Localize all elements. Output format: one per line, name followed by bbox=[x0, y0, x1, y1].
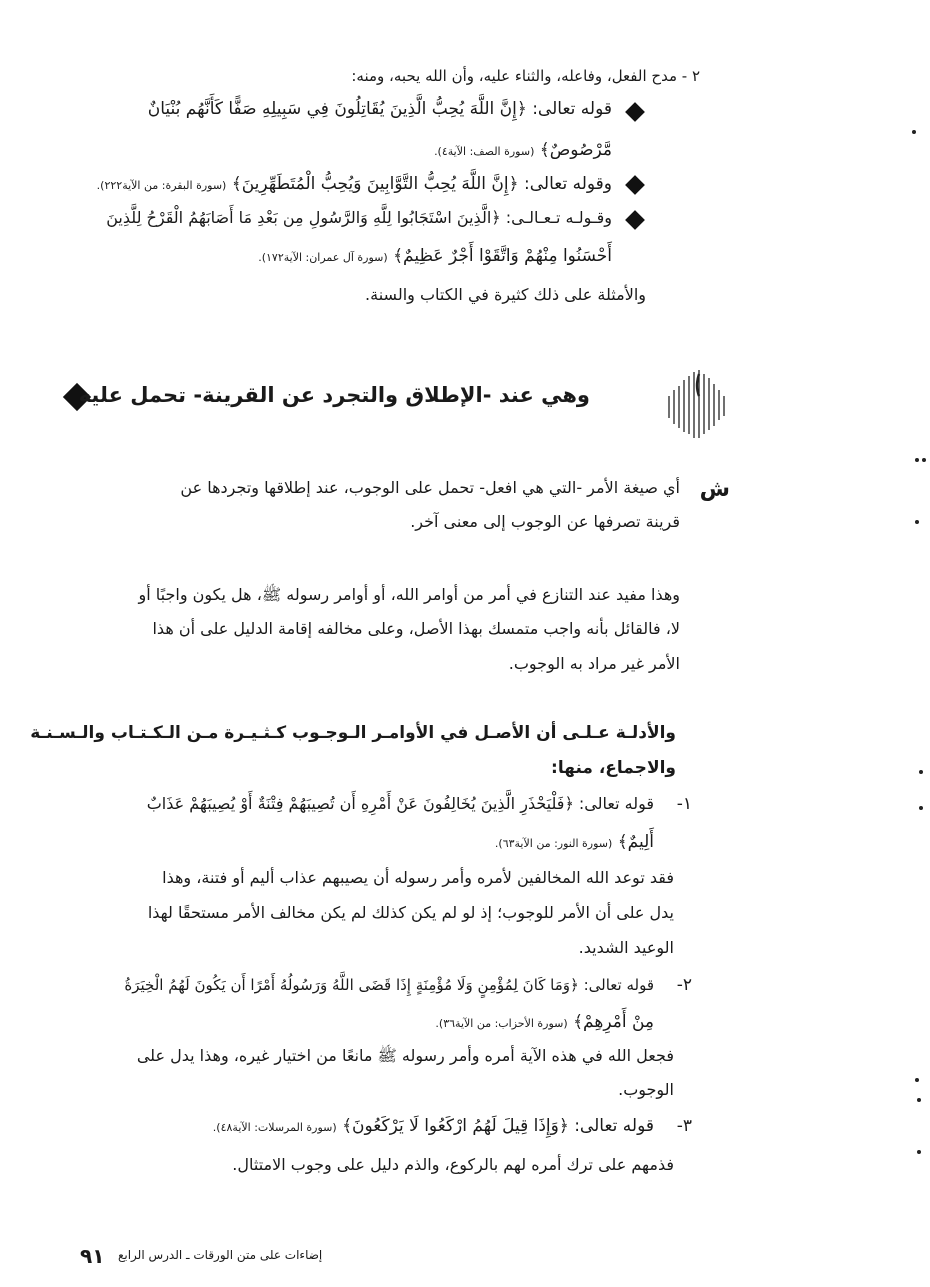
evidence-2-text2: مِنْ أَمْرِهِمْ﴾ bbox=[573, 1012, 654, 1032]
evidence-1-text2: أَلِيمٌ﴾ bbox=[617, 832, 654, 852]
evidence-1-exp3: الوعيد الشديد. bbox=[578, 938, 674, 957]
evidence-3-exp1: فذمهم على ترك أمره لهم بالركوع، والذم دليل على وجوب الامتثال. bbox=[232, 1155, 674, 1174]
verse-item-1-line2 bbox=[434, 138, 612, 164]
evidence-1-num: ١- bbox=[676, 794, 692, 814]
evidence-2-line1: قوله تعالى: ﴿وَمَا كَانَ لِمُؤْمِنٍ وَلَا مُؤْمِنَةٍ إِذَا قَضَى اللَّهُ وَرَسُولُهُ أَمْرًا أَن يَكُونَ لَهُمُ الْخِيَرَةُ bbox=[124, 976, 654, 994]
verse-item-1-text2: مَّرْصُوصٌ﴾ bbox=[539, 140, 612, 160]
verse-item-2-line1 bbox=[97, 172, 612, 198]
explanation-p1-line2: قرينة تصرفها عن الوجوب إلى معنى آخر. bbox=[410, 512, 680, 531]
point-2-line: ٢ - مدح الفعل، وفاعله، والثناء عليه، وأن الله يحبه، ومنه: bbox=[351, 67, 700, 85]
scan-mark bbox=[922, 458, 926, 462]
evidence-2-line2 bbox=[435, 1010, 654, 1036]
evidence-3-ref: (سورة المرسلات: الآية٤٨). bbox=[212, 1121, 337, 1134]
evidence-2-ref: (سورة الأحزاب: من الآية٣٦). bbox=[435, 1017, 568, 1030]
scan-mark bbox=[915, 520, 919, 524]
explanation-p2-line2: لا، فالقائل بأنه واجب متمسك بهذا الأصل، وعلى مخالفه إقامة الدليل على أن هذا bbox=[152, 619, 680, 638]
evidence-1-exp2: يدل على أن الأمر للوجوب؛ إذ لو لم يكن كذلك لم يكن مخالف الأمر مستحقًا لهذا bbox=[147, 903, 674, 922]
scan-mark bbox=[915, 1078, 919, 1082]
evidence-header-line2: والاجماع، منها: bbox=[551, 758, 676, 778]
scan-mark bbox=[912, 130, 916, 134]
calligraphy-ornament-icon bbox=[663, 368, 733, 440]
evidence-header-line1: والأدلـة عـلـى أن الأصـل في الأوامـر الـوجـوب كـثـيـرة مـن الـكـتـاب والـسـنـة bbox=[30, 723, 676, 743]
scan-mark bbox=[917, 1150, 921, 1154]
diamond-bullet-icon bbox=[625, 102, 645, 122]
evidence-2-num: ٢- bbox=[676, 975, 692, 995]
evidence-1-line2 bbox=[495, 830, 654, 856]
verse-item-2-text: وقوله تعالى: ﴿إِنَّ اللَّهَ يُحِبُّ التَّوَّابِينَ وَيُحِبُّ الْمُتَطَهِّرِينَ﴾ bbox=[231, 174, 612, 194]
verse-item-3-line1: وقـولـه تـعـالـى: ﴿الَّذِينَ اسْتَجَابُوا لِلَّهِ وَالرَّسُولِ مِن بَعْدِ مَا أَصَابَهُمُ الْقَرْحُ لِلَّذِينَ bbox=[106, 208, 612, 227]
verse-item-2-ref: (سورة البقرة: من الآية٢٢٢). bbox=[96, 179, 227, 192]
explanation-p1-line1: أي صيغة الأمر -التي هي افعل- تحمل على الوجوب، عند إطلاقها وتجردها عن bbox=[180, 478, 680, 497]
verse-item-3-text2: أَحْسَنُوا مِنْهُمْ وَاتَّقَوْا أَجْرٌ عَظِيمٌ﴾ bbox=[393, 246, 612, 266]
explanation-p2-line3: الأمر غير مراد به الوجوب. bbox=[508, 654, 680, 673]
verse-item-3-line2 bbox=[258, 244, 612, 270]
verse-item-1-ref: (سورة الصف: الآية٤). bbox=[434, 145, 535, 158]
scan-mark bbox=[919, 770, 923, 774]
diamond-bullet-icon bbox=[625, 210, 645, 230]
scan-mark bbox=[915, 458, 919, 462]
evidence-3-num: ٣- bbox=[676, 1116, 692, 1136]
evidence-1-ref: (سورة النور: من الآية٦٣). bbox=[494, 837, 613, 850]
page-number: ٩١ bbox=[80, 1244, 105, 1268]
evidence-1-line1: قوله تعالى: ﴿فَلْيَحْذَرِ الَّذِينَ يُخَالِفُونَ عَنْ أَمْرِهِ أَن تُصِيبَهُمْ فِتْنَةٌ أَوْ يُصِيبَهُمْ عَذَابٌ bbox=[146, 794, 654, 813]
closing-line: والأمثلة على ذلك كثيرة في الكتاب والسنة. bbox=[365, 285, 646, 304]
verse-item-3-ref: (سورة آل عمران: الآية١٧٢). bbox=[258, 251, 388, 264]
scan-mark bbox=[919, 806, 923, 810]
verse-item-1-line1: قوله تعالى: ﴿إِنَّ اللَّهَ يُحِبُّ الَّذِينَ يُقَاتِلُونَ فِي سَبِيلِهِ صَفًّا كَأَنَّهُم بُنْيَانٌ bbox=[147, 99, 612, 119]
evidence-2-exp1: فجعل الله في هذه الآية أمره وأمر رسوله ﷺ مانعًا من اختيار غيره، وهذا يدل على bbox=[136, 1046, 674, 1065]
evidence-1-exp1: فقد توعد الله المخالفين لأمره وأمر رسوله أن يصيبهم عذاب أليم أو فتنة، وهذا bbox=[162, 868, 674, 887]
evidence-3-text: قوله تعالى: ﴿وَإِذَا قِيلَ لَهُمُ ارْكَعُوا لَا يَرْكَعُونَ﴾ bbox=[342, 1116, 654, 1136]
sharh-marker: ش bbox=[699, 477, 730, 502]
explanation-p2-line1: وهذا مفيد عند التنازع في أمر من أوامر الله، أو أوامر رسوله ﷺ، هل يكون واجبًا أو bbox=[138, 585, 680, 604]
scan-mark bbox=[917, 1098, 921, 1102]
evidence-3-line1 bbox=[213, 1114, 654, 1140]
running-title: إضاءات على متن الورقات ـ الدرس الرابع bbox=[118, 1248, 323, 1262]
section-heading: وهي عند -الإطلاق والتجرد عن القرينة- تحمل عليه bbox=[78, 383, 590, 407]
evidence-2-exp2: الوجوب. bbox=[618, 1080, 674, 1099]
diamond-bullet-icon bbox=[625, 175, 645, 195]
